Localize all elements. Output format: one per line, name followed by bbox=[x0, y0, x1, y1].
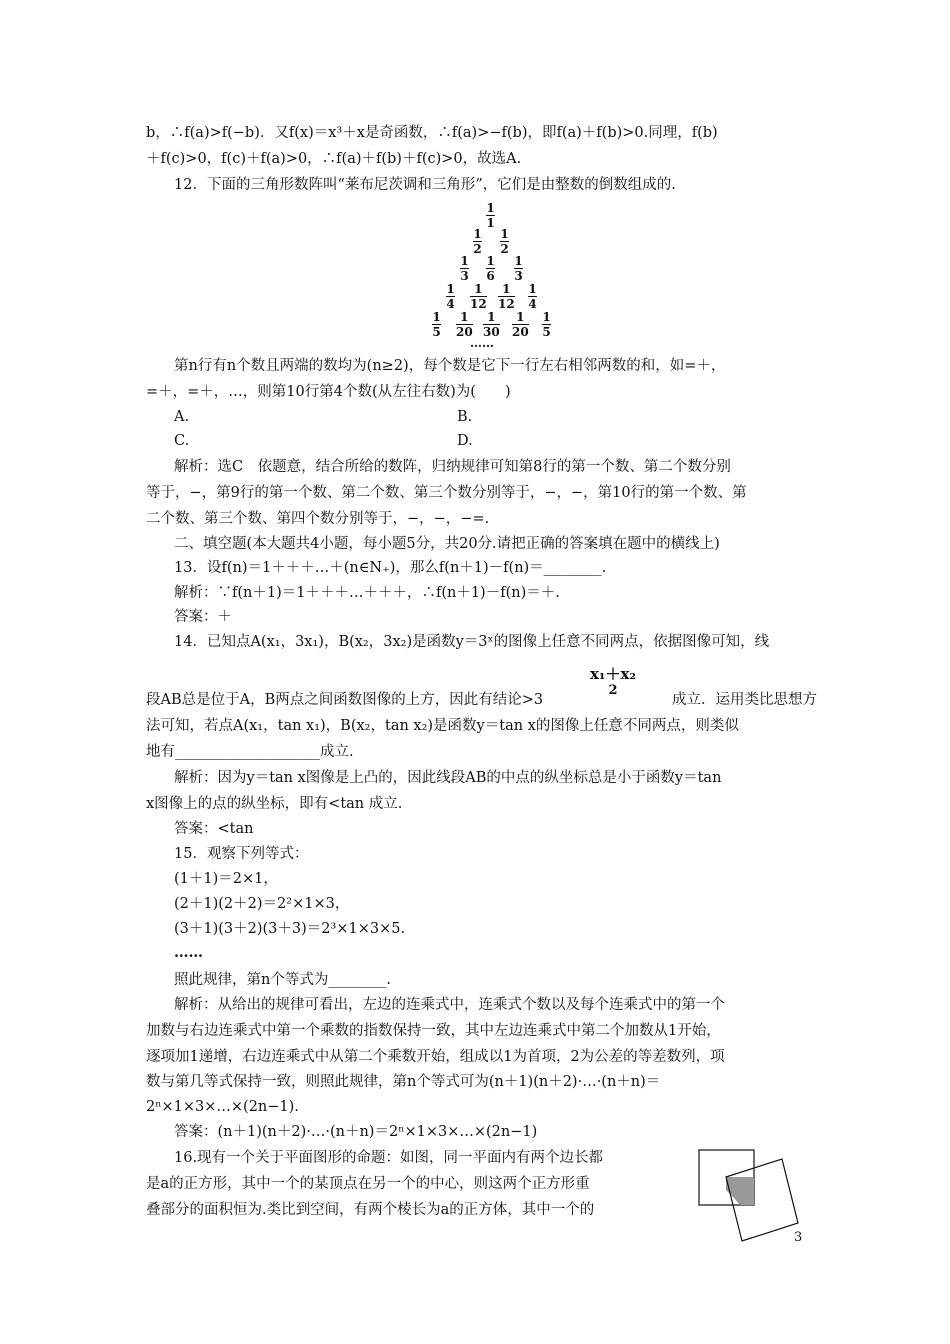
exponent-fraction: x₁＋x₂ 2 bbox=[589, 665, 637, 698]
fraction: 1 12 bbox=[470, 282, 487, 311]
text-line: 成立．运用类比思想方 bbox=[672, 692, 817, 708]
text-line: =＋，=＋，…，则第10行第4个数(从左往右数)为( ) bbox=[146, 384, 511, 400]
question-13: 13．设f(n)＝1＋＋＋…＋(n∈N₊)，那么f(n＋1)－f(n)＝________. bbox=[174, 560, 607, 576]
page-number: 3 bbox=[794, 1230, 803, 1245]
fraction: 1 4 bbox=[528, 282, 537, 311]
question-15: 15．观察下列等式： bbox=[174, 846, 309, 862]
answer: 答案：＋ bbox=[174, 609, 232, 625]
harmonic-triangle bbox=[420, 200, 580, 350]
text-line: 地有____________________成立. bbox=[146, 744, 354, 760]
overlapping-squares-figure bbox=[696, 1128, 806, 1253]
text-line: 段AB总是位于A，B两点之间函数图像的上方，因此有结论>3 bbox=[146, 692, 544, 708]
fraction: 1 2 bbox=[500, 227, 509, 256]
ellipsis: …… bbox=[174, 944, 203, 961]
text-line: 解析：因为y＝tan x图像是上凸的，因此线段AB的中点的纵坐标总是小于函数y＝tan bbox=[174, 770, 722, 786]
text-line: 是a的正方形，其中一个的某顶点在另一个的中心，则这两个正方形重 bbox=[146, 1176, 590, 1192]
text-line: 第n行有n个数且两端的数均为(n≥2)，每个数是它下一行左右相邻两数的和，如=＋， bbox=[174, 358, 726, 374]
text-line: 法可知，若点A(x₁，tan x₁)，B(x₂，tan x₂)是函数y＝tan x的图像上任意不同两点，则类似 bbox=[146, 718, 739, 734]
option-a: A. bbox=[174, 409, 190, 425]
fraction: 1 1 bbox=[486, 201, 495, 230]
answer: 答案：(n＋1)(n＋2)·…·(n＋n)＝2ⁿ×1×3×…×(2n−1) bbox=[174, 1124, 538, 1140]
text-line: 解析：∵f(n＋1)＝1＋＋＋…＋＋＋，∴f(n＋1)－f(n)＝＋. bbox=[174, 585, 560, 601]
ellipsis: …… bbox=[470, 336, 494, 350]
text-line: 等于，−，第9行的第一个数、第二个数、第三个数分别等于，−，−，第10行的第一个数、第 bbox=[146, 485, 747, 501]
option-b: B. bbox=[457, 409, 473, 425]
text-line: 解析：选C 依题意，结合所给的数阵，归纳规律可知第8行的第一个数、第二个数分别 bbox=[174, 459, 731, 475]
fraction: 1 3 bbox=[514, 254, 523, 283]
text-line: 照此规律，第n个等式为________. bbox=[174, 972, 391, 988]
fraction: 1 6 bbox=[486, 254, 495, 283]
text-line: ＋f(c)>0，f(c)＋f(a)>0，∴f(a)＋f(b)＋f(c)>0，故选A. bbox=[146, 151, 522, 167]
question-16: 16.现有一个关于平面图形的命题：如图，同一平面内有两个边长都 bbox=[174, 1150, 604, 1166]
text-line: 加数与右边连乘式中第一个乘数的指数保持一致，其中左边连乘式中第二个加数从1开始， bbox=[146, 1023, 721, 1039]
question-14: 14．已知点A(x₁，3x₁)，B(x₂，3x₂)是函数y＝3ˣ的图像上任意不同两点，依据图像可知，线 bbox=[174, 634, 770, 650]
fraction: 1 4 bbox=[446, 282, 455, 311]
text-line: 2ⁿ×1×3×…×(2n−1). bbox=[146, 1099, 299, 1115]
fraction: 1 20 bbox=[456, 310, 473, 339]
fraction: 1 5 bbox=[432, 310, 441, 339]
text-line: 逐项加1递增，右边连乘式中从第二个乘数开始，组成以1为首项，2为公差的等差数列，项 bbox=[146, 1049, 725, 1065]
fraction: 1 20 bbox=[512, 310, 529, 339]
text-line: 二个数、第三个数、第四个数分别等于，−，−，−=. bbox=[146, 511, 490, 527]
question-12: 12．下面的三角形数阵叫“莱布尼茨调和三角形”，它们是由整数的倒数组成的. bbox=[174, 177, 676, 193]
equation: (2＋1)(2＋2)＝2²×1×3， bbox=[174, 896, 350, 912]
text-line: 叠部分的面积恒为.类比到空间，有两个棱长为a的正方体，其中一个的 bbox=[146, 1202, 595, 1218]
text-line: 解析：从给出的规律可看出，左边的连乘式中，连乘式个数以及每个连乘式中的第一个 bbox=[174, 997, 725, 1013]
fraction: 1 12 bbox=[498, 282, 515, 311]
fraction: 1 3 bbox=[460, 254, 469, 283]
option-d: D. bbox=[457, 433, 473, 449]
fraction: 1 5 bbox=[542, 310, 551, 339]
fraction: 1 2 bbox=[473, 227, 482, 256]
text-line: 数与第几等式保持一致，则照此规律，第n个等式可为(n＋1)(n＋2)·…·(n＋n)＝ bbox=[146, 1074, 661, 1090]
option-c: C. bbox=[174, 433, 190, 449]
equation: (1＋1)＝2×1， bbox=[174, 871, 278, 887]
answer: 答案：<tan bbox=[174, 821, 254, 837]
fraction: 1 30 bbox=[483, 310, 500, 339]
equation: (3＋1)(3＋2)(3＋3)＝2³×1×3×5. bbox=[174, 921, 406, 937]
text-line: x图像上的点的纵坐标，即有<tan 成立. bbox=[146, 796, 403, 812]
text-line: b，∴f(a)>f(−b)．又f(x)＝x³＋x是奇函数，∴f(a)>−f(b)，即f(a)＋f(b)>0.同理，f(b) bbox=[146, 125, 718, 141]
section-heading: 二、填空题(本大题共4小题，每小题5分，共20分.请把正确的答案填在题中的横线上) bbox=[174, 536, 720, 552]
